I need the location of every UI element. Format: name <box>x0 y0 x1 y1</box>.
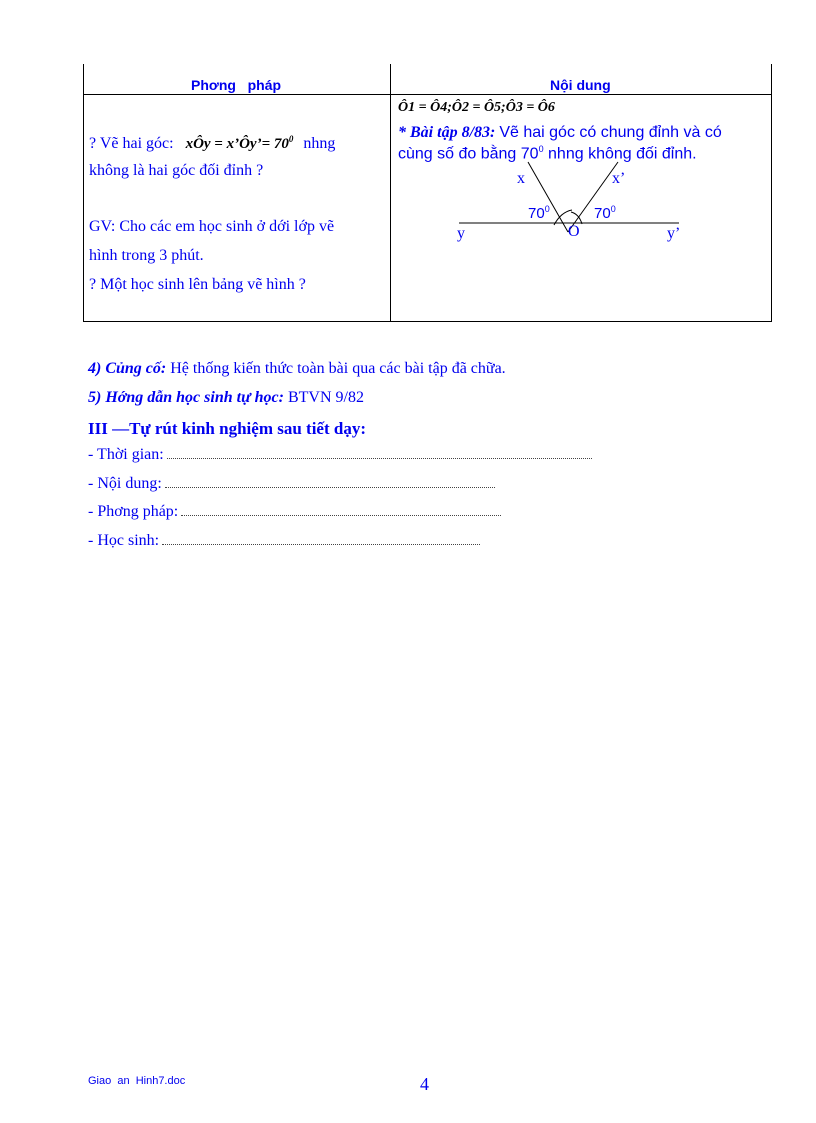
table-header-divider <box>83 94 772 95</box>
method-line: - Phơng pháp: <box>88 503 501 521</box>
consolidation-text: Hệ thống kiến thức toàn bài qua các bài tập đã chữa. <box>166 360 506 377</box>
self-study-line <box>88 389 364 407</box>
angle-label-left: $70^0$ <box>528 204 550 222</box>
question-line2: không là hai góc đối đỉnh ? <box>89 162 264 179</box>
angle-equation: xÔy = x’Ôy’= $70^0$ <box>185 134 294 152</box>
footer-filename: Giao an Hinh7.doc <box>88 1075 186 1087</box>
question-draw-angles <box>89 134 335 153</box>
label-y: y <box>457 225 465 242</box>
exercise-text: Vẽ hai góc có chung đỉnh và có <box>499 124 722 141</box>
header-content: Nội dung <box>550 77 611 93</box>
exercise-line2: cùng số đo bằng $70^0$ nhng không đối đỉnh. <box>398 144 697 163</box>
table-border-right <box>771 64 772 322</box>
page-number: 4 <box>420 1074 429 1094</box>
header-method: Phơng pháp <box>191 77 282 93</box>
angle-label-right: $70^0$ <box>594 204 616 222</box>
question-suffix: nhng <box>303 135 336 152</box>
angle-diagram <box>391 160 771 260</box>
time-line: - Thời gian: <box>88 446 592 464</box>
students-line: - Học sinh: <box>88 532 480 550</box>
teacher-instruction-line1: GV: Cho các em học sinh ở dới lớp vẽ <box>89 218 335 235</box>
question-prefix: ? Vẽ hai góc: <box>89 135 174 152</box>
teacher-instruction-line2: hình trong 3 phút. <box>89 247 204 264</box>
self-study-text: BTVN 9/82 <box>283 389 364 406</box>
label-x: x <box>517 170 525 187</box>
table-border-left <box>83 64 84 322</box>
exercise-label: * Bài tập 8/83: <box>398 124 496 141</box>
experience-heading: III —Tự rút kinh nghiệm sau tiết dạy: <box>88 419 367 438</box>
consolidation-line <box>88 360 506 378</box>
label-y-prime: y’ <box>667 225 681 242</box>
question-student-draw: ? Một học sinh lên bảng vẽ hình ? <box>89 276 306 293</box>
content-line: - Nội dung: <box>88 475 495 493</box>
table-border-bottom <box>83 321 772 322</box>
consolidation-label: 4) Củng cố: <box>88 360 167 377</box>
label-o: O <box>568 223 580 240</box>
label-x-prime: x’ <box>612 170 626 187</box>
angle-equalities: Ô1 = Ô4;Ô2 = Ô5;Ô3 = Ô6 <box>398 100 555 115</box>
self-study-label: 5) Hớng dẫn học sinh tự học: <box>88 389 284 406</box>
exercise-statement <box>398 124 766 142</box>
